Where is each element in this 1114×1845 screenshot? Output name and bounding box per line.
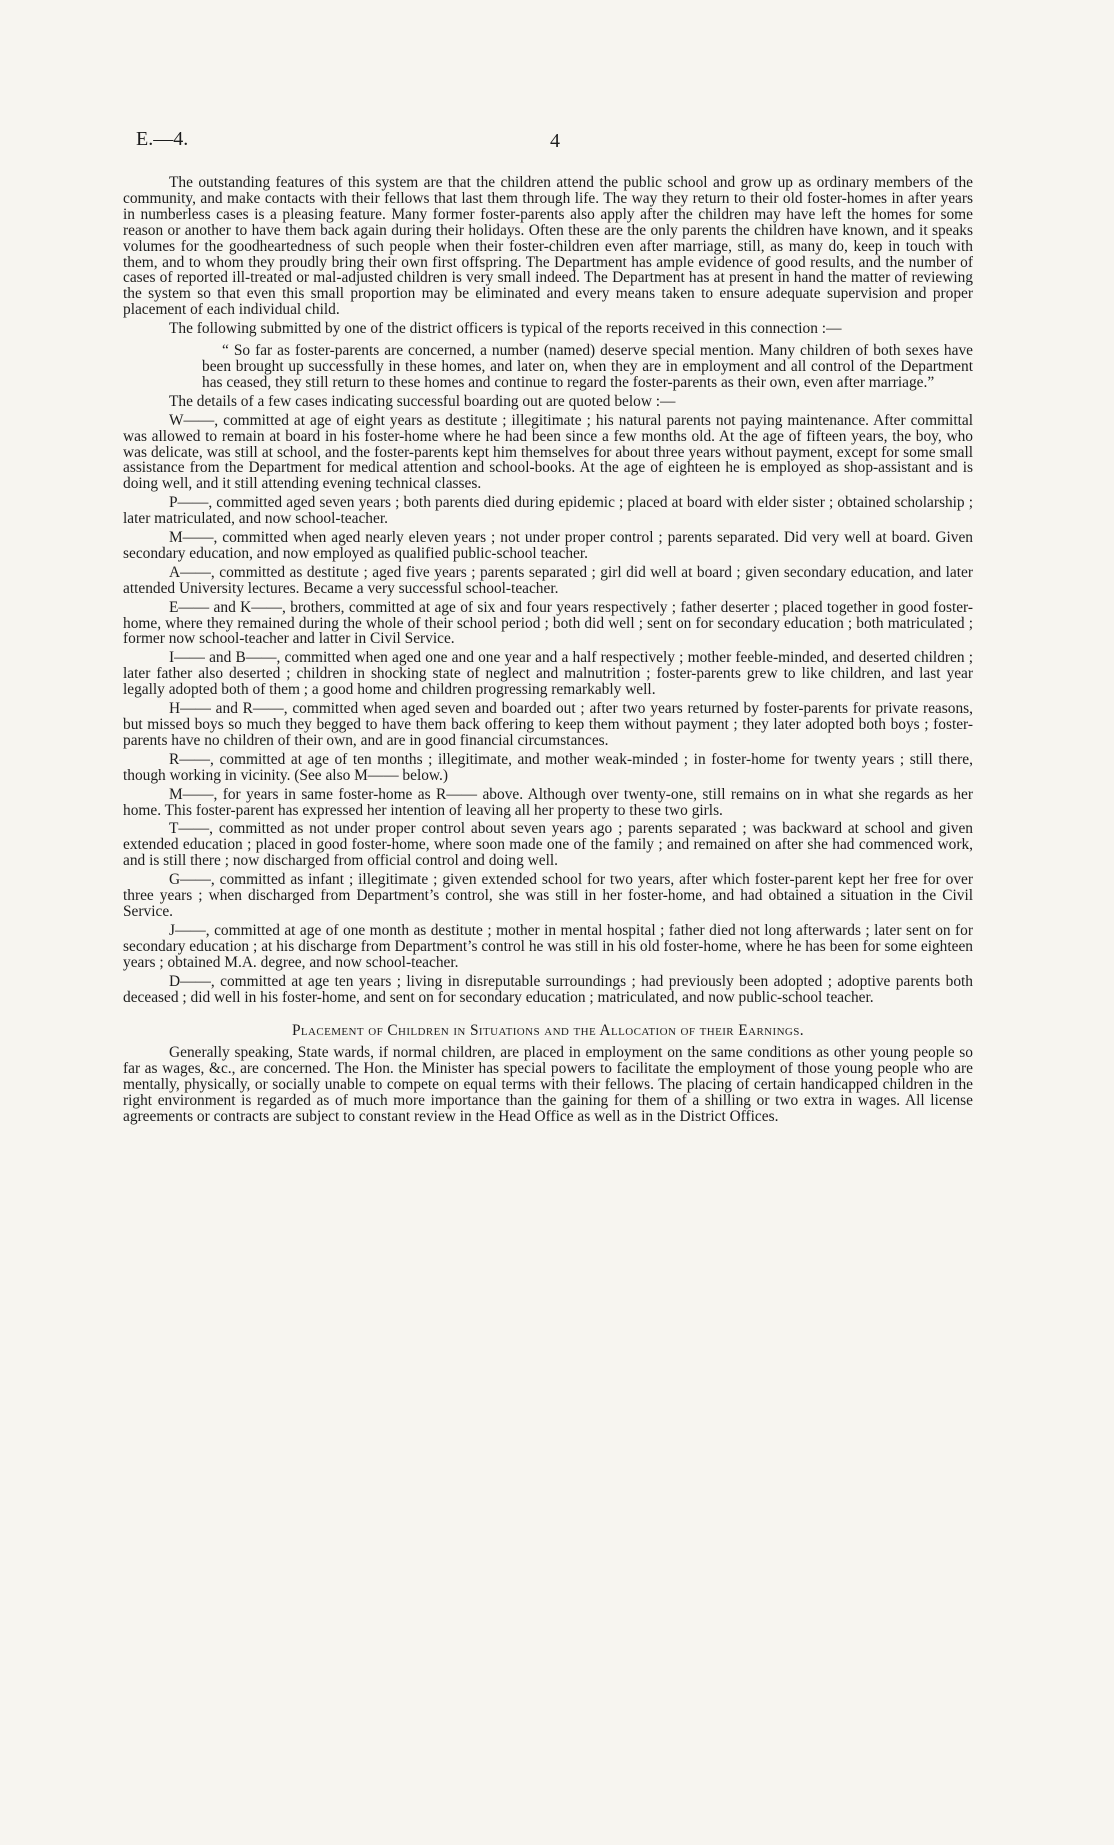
case-paragraph: A——, committed as destitute ; aged five years ; parents separated ; girl did well at board ; given secondary education, and later attended University lectures. Became a very successful school-teacher. — [123, 563, 973, 597]
case-paragraph: G——, committed as infant ; illegitimate ; given extended school for two years, after which foster-parent kept her free for over three years ; when discharged from Department’s control, she was still in her foster-home, and had obtained a situation in the Civil Service. — [123, 871, 973, 920]
case-paragraph: T——, committed as not under proper control about seven years ago ; parents separated ; was backward at school and given extended education ; placed in good foster-home, where soon made one of the family ; and remained on after she had commenced work, and is still there ; now discharged from official control and doing well. — [123, 820, 973, 870]
page-number: 4 — [550, 130, 560, 152]
case-paragraph: E—— and K——, brothers, committed at age of six and four years respectively ; father deserter ; placed together in good foster-home, where they remained during the whole of their school period ; both did well ; sent on for secondary education ; both matriculated ; former now school-teacher and latter in Civil Service. — [123, 598, 973, 648]
paragraph-report-intro: The following submitted by one of the district officers is typical of the reports received in this connection :— — [169, 320, 842, 338]
case-paragraph: I—— and B——, committed when aged one and one year and a half respectively ; mother feeble-minded, and deserted children ; later father also deserted ; children in shocking state of neglect and malnutrition ; foster-parents grew to like children, and last year legally adopted both of them ; a good home and children progressing remarkably well. — [123, 649, 973, 699]
case-paragraph: M——, committed when aged nearly eleven years ; not under proper control ; parents separated. Did very well at board. Given secondary education, and now employed as qualified public-school teacher. — [123, 529, 973, 562]
paragraph-intro: The outstanding features of this system are that the children attend the public school and grow up as ordinary members of the community, and make contacts with their fellows that last them through life. The way they return to their old foster-homes in after years in numberless cases is a pleasing feature. Many former foster-parents also apply after the children may have left the homes for some reason or another to have them back again during their holidays. Often these are the only parents the children have known, and it speaks volumes for the goodheartedness of such people when their foster-children even after marriage, still, as many do, keep in touch with them, and to whom they proudly bring their own first offspring. The Department has ample evidence of good results, and the number of cases of reported ill-treated or mal-adjusted children is very small indeed. The Department has at present in hand the matter of reviewing the system so that even this small proportion may be eliminated and every means taken to ensure adequate supervision and proper placement of each individual child. — [123, 174, 973, 319]
paragraph-cases-intro: The details of a few cases indicating successful boarding out are quoted below :— — [169, 392, 676, 410]
section-paragraph: Generally speaking, State wards, if normal children, are placed in employment on the same conditions as other young people so far as wages, &c., are concerned. The Hon. the Minister has special powers to facilitate the employment of those young people who are mentally, physically, or socially unable to compete on equal terms with their fellows. The placing of certain handicapped children in the right environment is regarded as of much more importance than the gaining for them of a shilling or two extra in wages. All license agreements or contracts are subject to constant review in the Head Office as well as in the District Offices. — [123, 1044, 973, 1125]
case-paragraph: W——, committed at age of eight years as destitute ; illegitimate ; his natural parents not paying maintenance. After committal was allowed to remain at board in his foster-home where he had been since a few months old. At the age of fifteen years, the boy, who was delicate, was still at school, and the foster-parents kept him themselves for about three years without payment, except for some small assistance from the Department for medical attention and school-books. At the age of eighteen he is employed as shop-assistant and is doing well, and it still attending evening technical classes. — [123, 411, 973, 493]
page-header — [0, 128, 1114, 158]
report-reference: E.—4. — [136, 128, 189, 150]
district-officer-quote: “ So far as foster-parents are concerned, a number (named) deserve special mention. Many children of both sexes have been brought up successfully in these homes, and later on, when they are in employment and all control of the Department has ceased, they still return to these homes and continue to regard the foster-parents as their own, even after marriage.” — [202, 342, 973, 391]
body-text — [123, 175, 973, 1128]
case-paragraph: H—— and R——, committed when aged seven and boarded out ; after two years returned by foster-parents for private reasons, but missed boys so much they begged to have them back offering to keep them without payment ; they later adopted both boys ; foster-parents have no children of their own, and are in good financial circumstances. — [123, 700, 973, 749]
case-paragraph: R——, committed at age of ten months ; illegitimate, and mother weak-minded ; in foster-home for twenty years ; still there, though working in vicinity. (See also M—— below.) — [123, 750, 973, 784]
case-paragraph: M——, for years in same foster-home as R—— above. Although over twenty-one, still remains on in what she regards as her home. This foster-parent has expressed her intention of leaving all her property to these two girls. — [123, 785, 973, 819]
case-paragraph: P——, committed aged seven years ; both parents died during epidemic ; placed at board with elder sister ; obtained scholarship ; later matriculated, and now school-teacher. — [123, 494, 973, 528]
case-paragraph: J——, committed at age of one month as destitute ; mother in mental hospital ; father died not long afterwards ; later sent on for secondary education ; at his discharge from Department’s control he was still in his old foster-home, where he has been for some eighteen years ; obtained M.A. degree, and now school-teacher. — [123, 921, 973, 971]
section-heading: Placement of Children in Situations and the Allocation of their Earnings. — [291, 1022, 805, 1040]
case-paragraph: D——, committed at age ten years ; living in disreputable surroundings ; had previously been adopted ; adoptive parents both deceased ; did well in his foster-home, and sent on for secondary education ; matriculated, and now public-school teacher. — [123, 972, 973, 1006]
